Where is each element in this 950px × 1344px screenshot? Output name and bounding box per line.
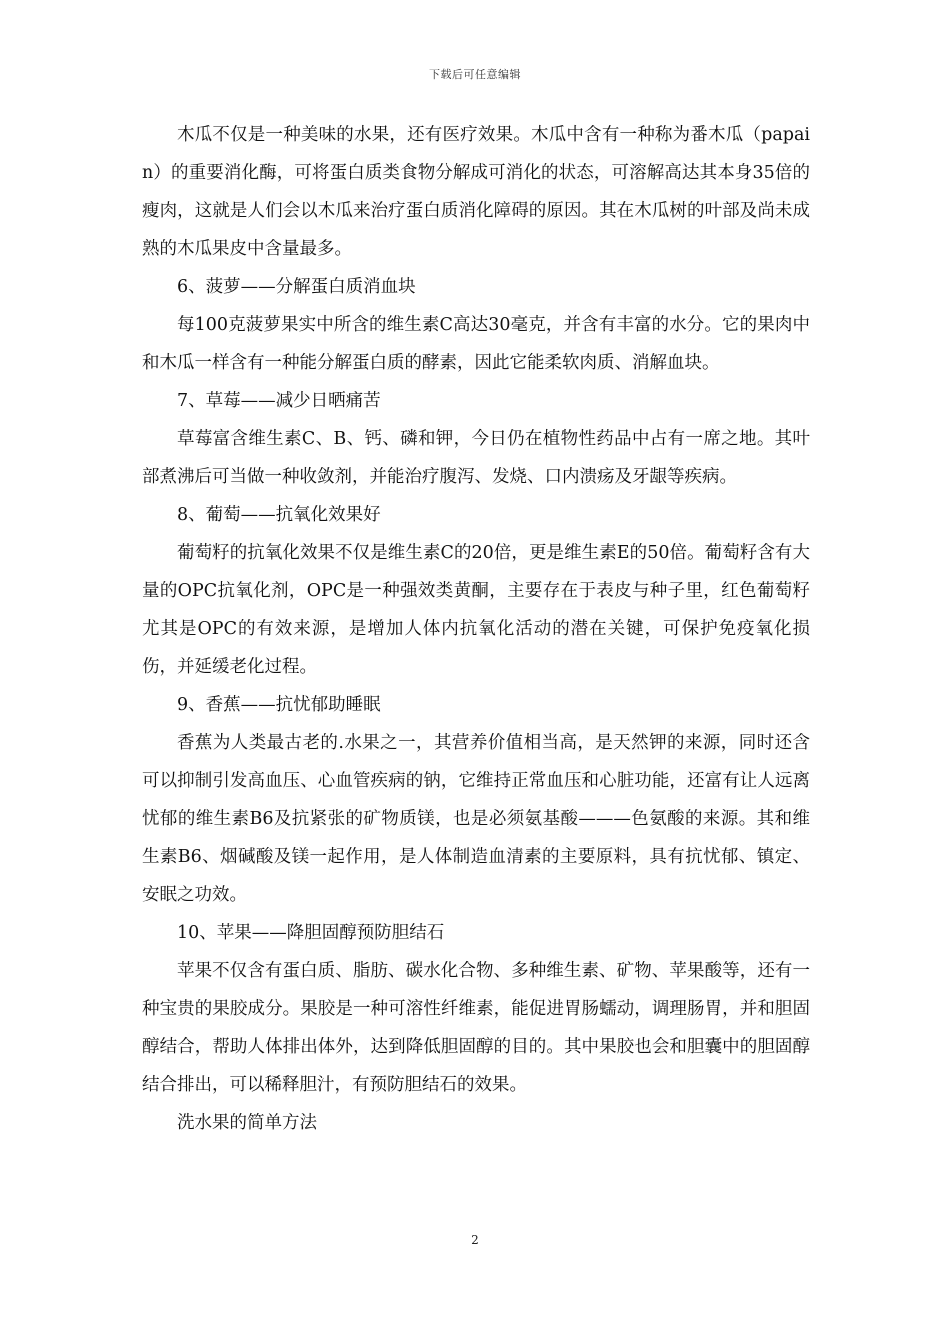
heading-banana: 9、香蕉——抗忧郁助睡眠 bbox=[177, 695, 381, 715]
heading-washing-fruit: 洗水果的简单方法 bbox=[177, 1113, 317, 1133]
paragraph-grape: 葡萄籽的抗氧化效果不仅是维生素C的20倍，更是维生素E的50倍。葡萄籽含有大量的OPC抗氧化剂，OPC是一种强效类黄酮，主要存在于表皮与种子里，红色葡萄籽尤其是OPC的有效来源，是增加人体内抗氧化活动的潜在关键，可保护免疫氧化损伤，并延缓老化过程。 bbox=[142, 543, 810, 677]
page-header: 下载后可任意编辑 bbox=[429, 68, 521, 81]
paragraph-strawberry: 草莓富含维生素C、B、钙、磷和钾，今日仍在植物性药品中占有一席之地。其叶部煮沸后可当做一种收敛剂，并能治疗腹泻、发烧、口内溃疡及牙龈等疾病。 bbox=[142, 429, 810, 487]
paragraph-apple: 苹果不仅含有蛋白质、脂肪、碳水化合物、多种维生素、矿物、苹果酸等，还有一种宝贵的果胶成分。果胶是一种可溶性纤维素，能促进胃肠蠕动，调理肠胃，并和胆固醇结合，帮助人体排出体外，达到降低胆固醇的目的。其中果胶也会和胆囊中的胆固醇结合排出，可以稀释胆汁，有预防胆结石的效果。 bbox=[142, 961, 810, 1095]
paragraph-pineapple: 每100克菠萝果实中所含的维生素C高达30毫克，并含有丰富的水分。它的果肉中和木瓜一样含有一种能分解蛋白质的酵素，因此它能柔软肉质、消解血块。 bbox=[142, 315, 810, 373]
heading-pineapple: 6、菠萝——分解蛋白质消血块 bbox=[177, 277, 416, 297]
page-number: 2 bbox=[471, 1233, 479, 1247]
document-body bbox=[142, 116, 810, 1142]
heading-strawberry: 7、草莓——减少日晒痛苦 bbox=[177, 391, 381, 411]
heading-apple: 10、苹果——降胆固醇预防胆结石 bbox=[177, 923, 445, 943]
heading-grape: 8、葡萄——抗氧化效果好 bbox=[177, 505, 381, 525]
paragraph-papaya: 木瓜不仅是一种美味的水果，还有医疗效果。木瓜中含有一种称为番木瓜（papain）的重要消化酶，可将蛋白质类食物分解成可消化的状态，可溶解高达其本身35倍的瘦肉，这就是人们会以木瓜来治疗蛋白质消化障碍的原因。其在木瓜树的叶部及尚未成熟的木瓜果皮中含量最多。 bbox=[142, 125, 810, 259]
paragraph-banana: 香蕉为人类最古老的.水果之一，其营养价值相当高，是天然钾的来源，同时还含可以抑制引发高血压、心血管疾病的钠，它维持正常血压和心脏功能，还富有让人远离忧郁的维生素B6及抗紧张的矿物质镁，也是必须氨基酸———色氨酸的来源。其和维生素B6、烟碱酸及镁一起作用，是人体制造血清素的主要原料，具有抗忧郁、镇定、安眠之功效。 bbox=[142, 733, 810, 905]
